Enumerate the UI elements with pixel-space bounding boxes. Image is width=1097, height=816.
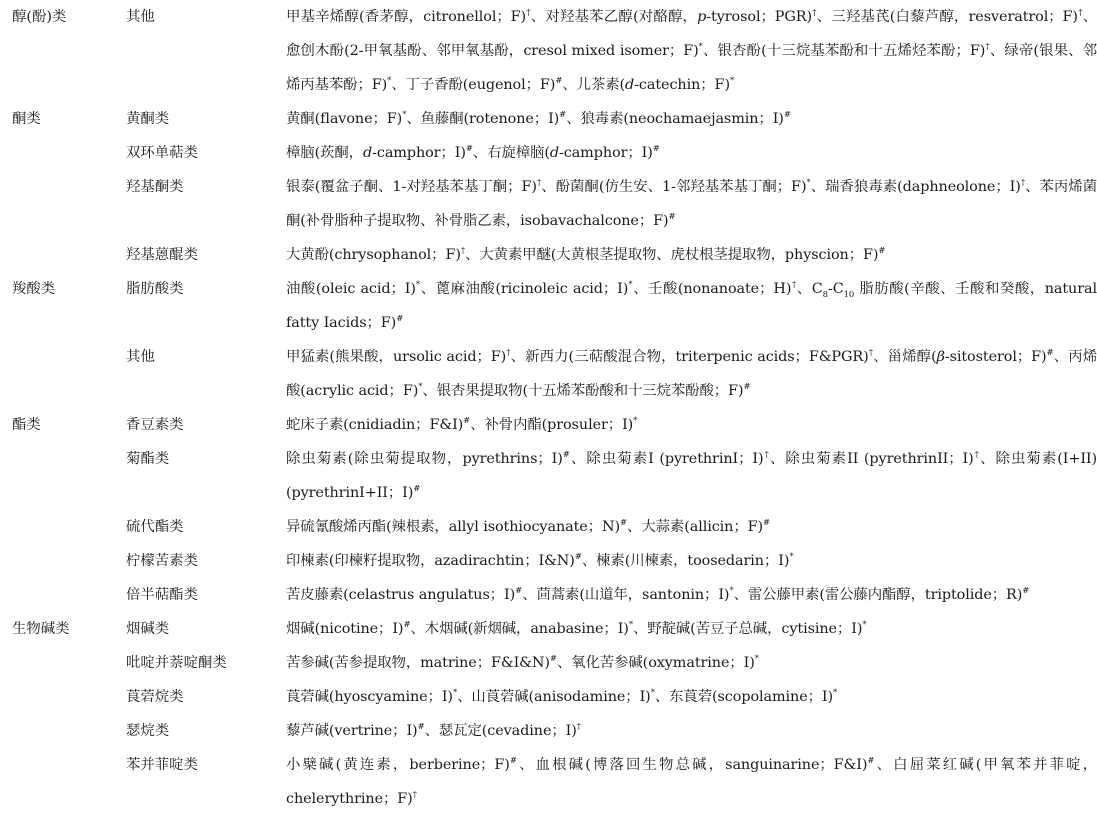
compound-list-cell: 甲猛素(熊果酸，ursolic acid；F)†、新西力(三萜酸混合物，triterpenic acids；F&PGR)†、甾烯醇(β-sitosterol；F)#、丙烯酸(acrylic acid；F)*、银杏果提取物(十五烯苯酚酸和十三烷苯酚酸；F)# (286, 348, 1097, 399)
table-row (2, 680, 1097, 714)
class-cell (2, 544, 126, 578)
compound-list-cell: 黄酮(flavone；F)*、鱼藤酮(rotenone；I)#、狼毒素(neochamaejasmin；I)# (286, 110, 791, 127)
table-row (2, 238, 1097, 272)
compound-list-cell: 苦皮藤素(celastrus angulatus；I)#、茴蒿素(山道年，santonin；I)*、雷公藤甲素(雷公藤内酯醇，triptolide；R)# (286, 586, 1030, 603)
compound-list-cell: 银泰(覆盆子酮、1-对羟基苯基丁酮；F)†、酚菌酮(仿生安、1-邻羟基苯基丁酮；F)*、瑞香狼毒素(daphneolone；I)†、苯丙烯菌酮(补骨脂种子提取物、补骨脂乙素，isobavachalcone；F)# (286, 178, 1097, 229)
compound-list-cell: 莨菪碱(hyoscyamine；I)*、山莨菪碱(anisodamine；I)*、东莨菪(scopolamine；I)* (286, 688, 838, 705)
class-cell (2, 340, 126, 408)
table-row (2, 748, 1097, 816)
class-cell: 生物碱类 (12, 621, 70, 637)
compound-list-cell: 蛇床子素(cnidiadin；F&I)#、补骨内酯(prosuler；I)* (286, 416, 638, 433)
table-row (2, 442, 1097, 510)
table-row (2, 102, 1097, 136)
table-row (2, 612, 1097, 646)
subclass-cell: 羟基蒽醌类 (126, 247, 198, 263)
class-cell: 酯类 (12, 417, 41, 433)
subclass-cell: 烟碱类 (126, 621, 170, 637)
table-row (2, 646, 1097, 680)
compound-list-cell: 异硫氰酸烯丙酯(辣根素，allyl isothiocyanate；N)#、大蒜素(allicin；F)# (286, 518, 771, 535)
subclass-cell: 双环单萜类 (126, 145, 198, 161)
compound-list-cell: 除虫菊素(除虫菊提取物，pyrethrins；I)#、除虫菊素I (pyrethrinI；I)†、除虫菊素II (pyrethrinII；I)†、除虫菊素(I+II) (pyrethrinI+II；I)# (286, 450, 1097, 501)
compound-list-cell: 油酸(oleic acid；I)*、蓖麻油酸(ricinoleic acid；I)*、壬酸(nonanoate；H)†、$C_8-C_{10}$ 脂肪酸(辛酸、壬酸和癸酸，natural fatty Iacids；F)# (286, 280, 1097, 331)
subclass-cell: 香豆素类 (126, 417, 184, 433)
subclass-cell: 柠檬苦素类 (126, 553, 198, 569)
class-cell (2, 136, 126, 170)
table-row (2, 714, 1097, 748)
subclass-cell: 吡啶并萘啶酮类 (126, 655, 227, 671)
class-cell (2, 170, 126, 238)
class-cell (2, 680, 126, 714)
class-cell (2, 748, 126, 816)
classification-table (2, 0, 1097, 816)
subclass-cell: 倍半萜酯类 (126, 587, 198, 603)
class-cell (2, 578, 126, 612)
subclass-cell: 瑟烷类 (126, 723, 170, 739)
compound-list-cell: 苦参碱(苦参提取物，matrine；F&I&N)#、氧化苦参碱(oxymatrine；I)* (286, 654, 759, 671)
compound-list-cell: 藜芦碱(vertrine；I)#、瑟瓦定(cevadine；I)† (286, 722, 581, 739)
table-row (2, 510, 1097, 544)
subclass-cell: 其他 (126, 349, 155, 365)
subclass-cell: 硫代酯类 (126, 519, 184, 535)
table-row (2, 408, 1097, 442)
subclass-cell: 苯并菲啶类 (126, 757, 198, 773)
subclass-cell: 羟基酮类 (126, 179, 184, 195)
compound-list-cell: 甲基辛烯醇(香茅醇，citronellol；F)†、对羟基苯乙醇(对酪醇，p-tyrosol；PGR)†、三羟基芪(白藜芦醇，resveratrol；F)†、愈创木酚(2-甲氧基酚、邻甲氧基酚，cresol mixed isomer；F)*、银杏酚(十三烷基苯酚和十五烯烃苯酚；F)†、绿帝(银果、邻烯丙基苯酚；F)*、丁子香酚(eugenol；F)#、儿茶素(d-catechin；F)* (286, 8, 1097, 93)
subclass-cell: 菊酯类 (126, 451, 170, 467)
compound-list-cell: 樟脑(莰酮，d-camphor；I)#、右旋樟脑(d-camphor；I)# (286, 144, 660, 161)
compound-list-cell: 烟碱(nicotine；I)#、木烟碱(新烟碱，anabasine；I)*、野靛碱(苦豆子总碱，cytisine；I)* (286, 620, 867, 637)
table-row (2, 544, 1097, 578)
class-cell (2, 714, 126, 748)
subclass-cell: 其他 (126, 9, 155, 25)
compound-list-cell: 大黄酚(chrysophanol；F)†、大黄素甲醚(大黄根茎提取物、虎杖根茎提取物，physcion；F)# (286, 246, 886, 263)
table-row (2, 136, 1097, 170)
class-cell: 酮类 (12, 111, 41, 127)
class-cell (2, 442, 126, 510)
class-cell (2, 646, 126, 680)
table-row (2, 0, 1097, 102)
compound-list-cell: 小檗碱(黄连素，berberine；F)#、血根碱(博落回生物总碱，sanguinarine；F&I)#、白屈菜红碱(甲氧苯并菲啶，chelerythrine；F)† (286, 756, 1097, 807)
class-cell (2, 510, 126, 544)
class-cell (2, 238, 126, 272)
class-cell: 醇(酚)类 (12, 9, 67, 25)
table-row (2, 578, 1097, 612)
table-row (2, 340, 1097, 408)
class-cell: 羧酸类 (12, 281, 56, 297)
table-body (2, 0, 1097, 816)
subclass-cell: 脂肪酸类 (126, 281, 184, 297)
subclass-cell: 黄酮类 (126, 111, 170, 127)
compound-list-cell: 印楝素(印楝籽提取物，azadirachtin；I&N)#、楝素(川楝素，toosedarin；I)* (286, 552, 794, 569)
subclass-cell: 莨菪烷类 (126, 689, 184, 705)
table-row (2, 272, 1097, 340)
table-row (2, 170, 1097, 238)
